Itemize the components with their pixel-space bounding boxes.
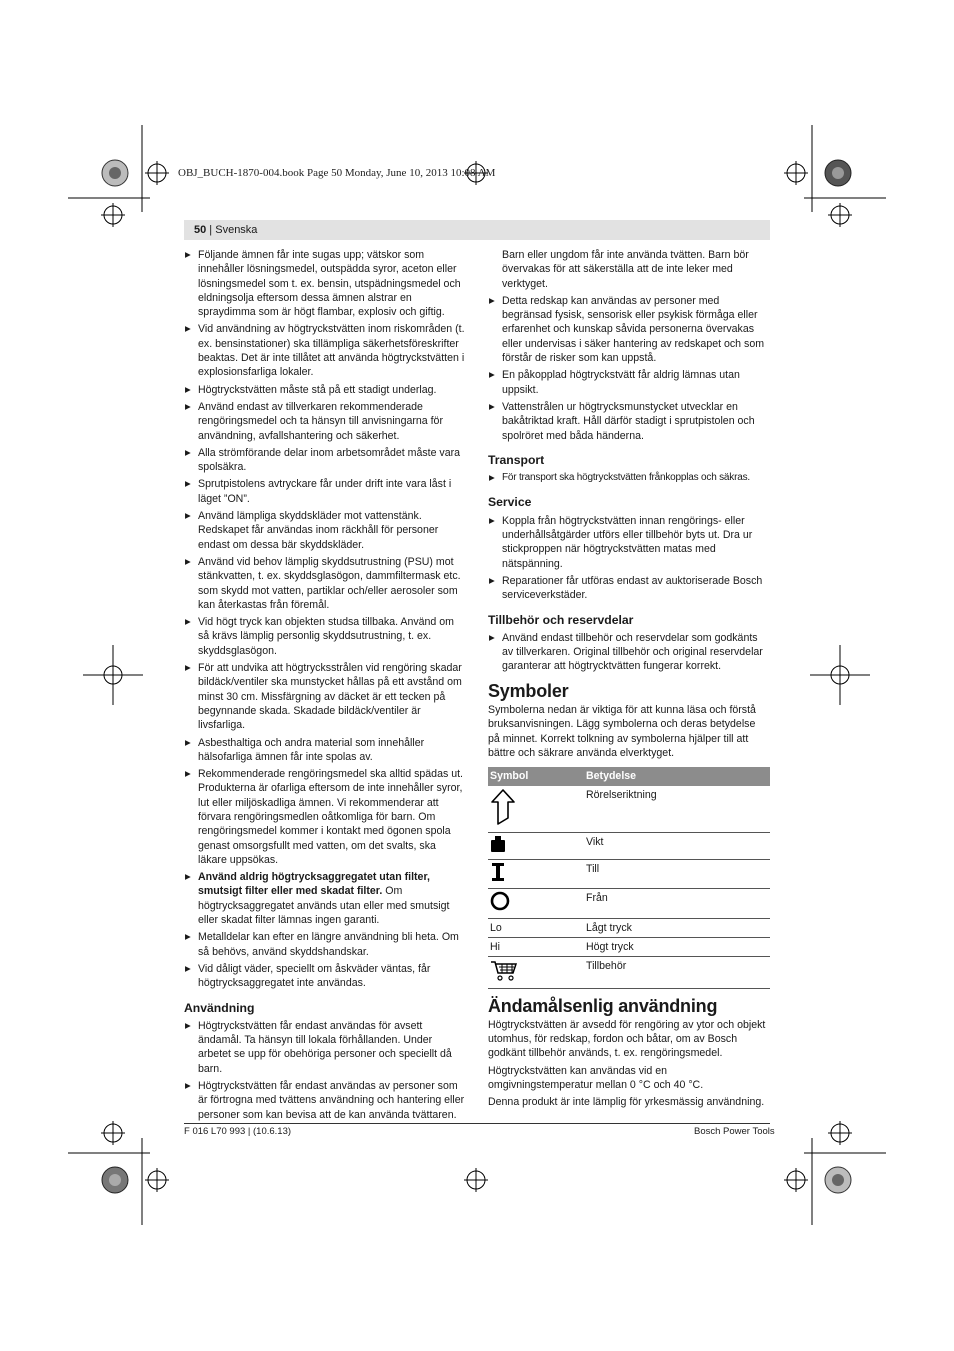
symbol-text: Lo: [488, 918, 584, 937]
warning-rest: Om högtrycksaggregatet används utan eller med smutsigt eller skadat filter lämnas ingen garanti.: [198, 885, 450, 927]
list-item: ▶ Rekommenderade rengöringsmedel ska alltid spädas ut. Produkterna är ofarliga eftersom de inte innehåller syror, lut eller miljöskadliga ämnen. Vi rekommenderar att förvara rengöringsmedlen oåtkomliga för barn. Om rengöringsmedel kommer i kontakt med ögonen spola genast omsorgsfullt med vatten, om det svalts, ska läkare uppsökas.: [184, 767, 466, 867]
continuation-text: Barn eller ungdom får inte använda tvätten. Barn bör övervakas för att säkerställa att de inte leker med verktyget.: [502, 249, 749, 290]
header-separator: |: [206, 224, 216, 236]
safety-list-cont: [488, 294, 770, 443]
paragraph: Högtryckstvätten kan användas vid en omgivningstemperatur mellan 0 °C och 40 °C.: [488, 1064, 704, 1092]
list-item: ▶ Sprutpistolens avtryckare får under drift inte vara låst i läget ”ON”.: [184, 477, 466, 506]
list-item: ▶ Använd endast tillbehör och reservdelar som godkänts av tillverkaren. Original tillbehör och original reservdelar garanterar att högtrycktvätten fungerar korrekt.: [488, 631, 770, 674]
section-heading-tillbehor: Tillbehör och reservdelar: [488, 612, 634, 627]
list-item: ▶ Högtryckstvätten måste stå på ett stadigt underlag.: [184, 383, 466, 397]
transport-list: [488, 471, 770, 485]
list-item: ▶ Detta redskap kan användas av personer med begränsad fysisk, sensorisk eller psykisk förmåga eller erfarenhet och kunskap såvida personerna övervakas eller undervisas i säker hantering av redskapet och som förstår de risker som kan uppstå.: [488, 294, 770, 365]
table-row: [488, 860, 770, 889]
list-item: ▶ För transport ska högtryckstvätten frånkopplas och säkras.: [488, 471, 770, 485]
list-item: ▶ Högtryckstvätten får endast användas av personer som är förtrogna med tvättens användning och hantering eller personer som kan bevisa att de kan använda tvättaren.: [184, 1079, 466, 1122]
header-language: Svenska: [215, 224, 258, 236]
symbol-meaning: Till: [584, 860, 770, 889]
symbol-text: Hi: [488, 937, 584, 956]
list-item: ▶ Reparationer får utföras endast av auktoriserade Bosch serviceverkstäder.: [488, 574, 770, 603]
table-row: [488, 786, 770, 833]
symboler-intro: Symbolerna nedan är viktiga för att kunna läsa och förstå bruksanvisningen. Lägg symbolerna och deras betydelse på minnet. Korrekt tolkning av symbolerna hjälper till att bättre och säkrare använda elverktyget.: [488, 704, 756, 759]
safety-list: [184, 248, 466, 991]
paragraph: Högtryckstvätten är avsedd för rengöring av ytor och objekt utomhus, för redskap, fordon och båtar, om av Bosch godkänt tillbehör används, t. ex. rengöringsmedel.: [488, 1018, 766, 1060]
table-header-row: [488, 767, 770, 785]
symbol-meaning: Vikt: [584, 832, 770, 859]
service-list: [488, 514, 770, 603]
section-heading-service: Service: [488, 495, 532, 510]
table-row: [488, 918, 770, 937]
section-heading-anvandning: Användning: [184, 1000, 255, 1015]
list-item: ▶ Följande ämnen får inte sugas upp; vätskor som innehåller lösningsmedel, outspädda syror, aceton eller lösningsmedel som t. ex. bensin, utspädningsmedel och eldningsolja eftersom dessa ämnen alstrar en spraydimma som är högt flambar, explosiv och giftig.: [184, 248, 466, 319]
col-symbol: Symbol: [488, 767, 584, 785]
list-item: ▶ Vid användning av högtryckstvätten inom riskområden (t. ex. bensinstationer) ska tillämpliga säkerhetsföreskrifter beaktas. Det är inte tillåtet att använda högtryckstvätten i explosionsfarliga lokaler.: [184, 322, 466, 379]
list-item: ▶ Alla strömförande delar inom arbetsområdet måste vara spolsäkra.: [184, 446, 466, 475]
symbol-meaning: Tillbehör: [584, 957, 770, 988]
table-row: [488, 937, 770, 956]
table-row: [488, 832, 770, 859]
right-column: [488, 248, 770, 1113]
list-item: ▶ En påkopplad högtryckstvätt får aldrig lämnas utan uppsikt.: [488, 368, 770, 397]
bold-warning: Använd aldrig högtrycksaggregatet utan filter, smutsigt filter eller med skadat filter.: [198, 871, 430, 898]
direction-arrow-icon: [490, 788, 516, 826]
list-item: ▶ Vattenstrålen ur högtrycksmunstycket utvecklar en bakåtriktad kraft. Håll därför stadigt i sprutpistolen och spolröret med båda händerna.: [488, 400, 770, 443]
symbol-table: [488, 767, 770, 988]
list-item: ▶ Asbesthaltiga och andra material som innehåller hälsofarliga ämnen får inte spolas av.: [184, 736, 466, 765]
power-off-icon: [490, 891, 510, 911]
footer-divider: [184, 1123, 770, 1124]
symbol-meaning: Högt tryck: [584, 937, 770, 956]
list-item: ▶ Vid dåligt väder, speciellt om åskväder väntas, får högtrycksaggregatet inte användas.: [184, 962, 466, 991]
list-item: ▶ Vid högt tryck kan objekten studsa tillbaka. Använd om så krävs lämplig personlig skyddsutrustning, t. ex. skyddsglasögon.: [184, 615, 466, 658]
weight-icon: [490, 835, 506, 853]
section-heading-transport: Transport: [488, 452, 545, 467]
list-item: ▶ Använd lämpliga skyddskläder mot vattenstänk. Redskapet får användas inom räckhåll för personer endast om dessa bär skyddskläder.: [184, 509, 466, 552]
list-item: ▶ Koppla från högtryckstvätten innan rengörings- eller underhållsåtgärder utförs eller tillbehör byts ut. Dra ur stickproppen när högtryckstvätten matas med nätspänning.: [488, 514, 770, 571]
tillbehor-list: [488, 631, 770, 674]
section-heading-symboler: Symboler: [488, 680, 569, 701]
list-item-bold: [184, 870, 466, 927]
anvandning-list: [184, 1019, 466, 1122]
left-column: [184, 248, 466, 1125]
accessory-cart-icon: [490, 959, 518, 981]
table-row: [488, 957, 770, 988]
col-meaning: Betydelse: [584, 767, 770, 785]
table-row: [488, 889, 770, 918]
power-on-icon: [490, 862, 506, 882]
paragraph: Denna produkt är inte lämplig för yrkesmässig användning.: [488, 1096, 765, 1109]
list-item: ▶ För att undvika att högtrycksstrålen vid rengöring skadar bildäck/ventiler ska munstycket hållas på ett avstånd om minst 30 cm. Missfärgning av däcket är ett tecken på begynnande skada. Skadade bildäck/ventiler är livsfarliga.: [184, 661, 466, 732]
list-item: ▶ Använd vid behov lämplig skyddsutrustning (PSU) mot stänkvatten, t. ex. skyddsglasögon, dammfiltermask etc. som skydd mot vatten, partiklar och/eller aerosoler som kan återkastas från föremål.: [184, 555, 466, 612]
symbol-meaning: Från: [584, 889, 770, 918]
list-item: ▶ Metalldelar kan efter en längre användning bli heta. Om så behövs, använd skyddshandskar.: [184, 930, 466, 959]
list-item: ▶ Använd endast av tillverkaren rekommenderade rengöringsmedel och ta hänsyn till anvisningarna för användning, avfallshantering och säkerhet.: [184, 400, 466, 443]
page-header: [184, 220, 770, 240]
page-number: 50: [194, 224, 207, 236]
symbol-meaning: Lågt tryck: [584, 918, 770, 937]
symbol-meaning: Rörelseriktning: [584, 786, 770, 833]
footer-doc-number: F 016 L70 993 | (10.6.13): [184, 1126, 292, 1137]
list-item: ▶ Högtryckstvätten får endast användas för avsett ändamål. Ta hänsyn till lokala förhållanden. Under arbetet se upp för obehöriga personer och speciellt då barn.: [184, 1019, 466, 1076]
section-heading-andamal: Ändamålsenlig användning: [488, 995, 718, 1016]
footer-brand: Bosch Power Tools: [694, 1126, 775, 1137]
print-meta: OBJ_BUCH-1870-004.book Page 50 Monday, June 10, 2013 10:08 AM: [178, 167, 496, 179]
